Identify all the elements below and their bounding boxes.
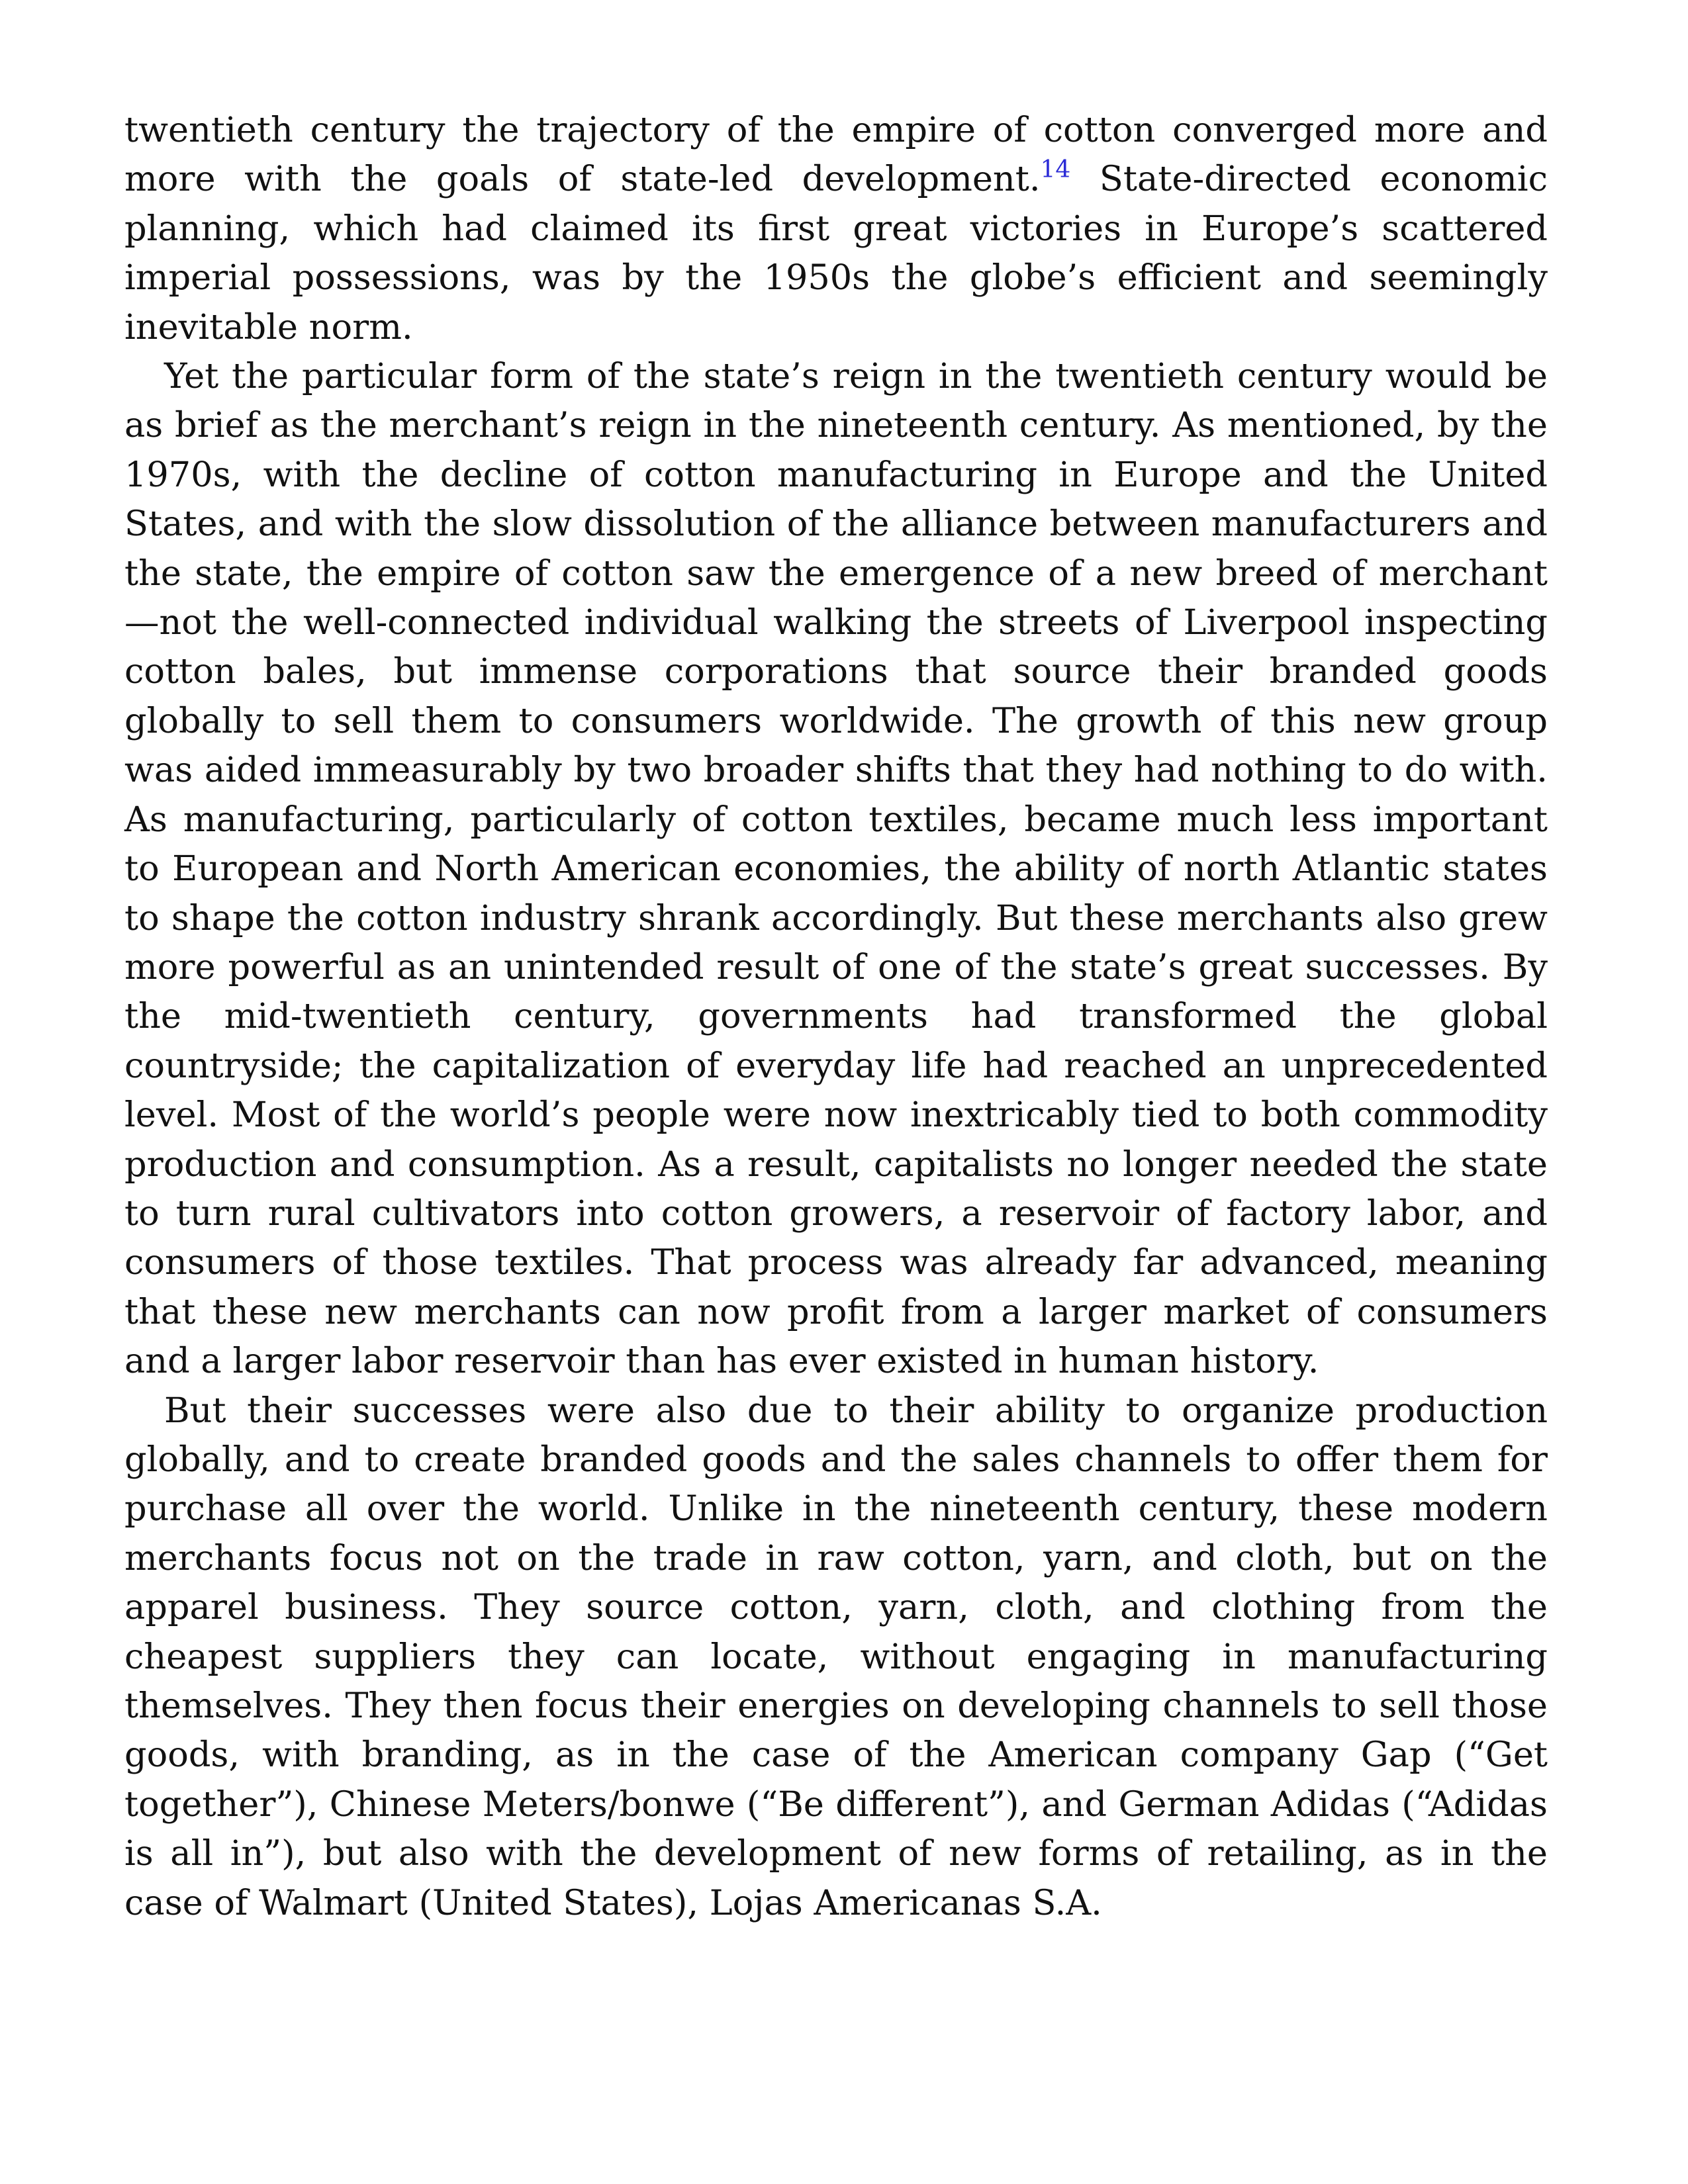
paragraph-1-text-before: twentieth century the trajectory of the empire of cotton converged more and more with the goals of state-led development. — [124, 110, 1548, 200]
page-body — [124, 106, 1548, 1928]
paragraph-1-text-after: State-directed economic planning, which had claimed its first great victories in Europe’s scattered imperial possessions, was by the 1950s the globe’s efficient and seemingly inevitable norm. — [124, 159, 1548, 347]
paragraph-1 — [124, 106, 1548, 352]
footnote-link-14[interactable]: 14 — [1040, 156, 1071, 184]
paragraph-3: But their successes were also due to their ability to organize production globally, and to create branded goods and the sales channels to offer them for purchase all over the world. Unlike in the nineteenth century, these modern merchants focus not on the trade in raw cotton, yarn, and cloth, but on the apparel business. They source cotton, yarn, cloth, and clothing from the cheapest suppliers they can locate, without engaging in manufacturing themselves. They then focus their energies on developing channels to sell those goods, with branding, as in the case of the American company Gap (“Get together”), Chinese Meters/bonwe (“Be different”), and German Adidas (“Adidas is all in”), but also with the development of new forms of retailing, as in the case of Walmart (United States), Lojas Americanas S.A. — [124, 1390, 1548, 1923]
paragraph-2: Yet the particular form of the state’s reign in the twentieth century would be as brief as the merchant’s reign in the nineteenth century. As mentioned, by the 1970s, with the decline of cotton manufacturing in Europe and the United States, and with the slow dissolution of the alliance between manufacturers and the state, the empire of cotton saw the emergence of a new breed of merchant—not the well-connected individual walking the streets of Liverpool inspecting cotton bales, but immense corporations that source their branded goods globally to sell them to consumers worldwide. The growth of this new group was aided immeasurably by two broader shifts that they had nothing to do with. As manufacturing, particularly of cotton textiles, became much less important to European and North American economies, the ability of north Atlantic states to shape the cotton industry shrank accordingly. But these merchants also grew more powerful as an unintended result of one of the state’s great successes. By the mid-twentieth century, governments had transformed the global countryside; the capitalization of everyday life had reached an unprecedented level. Most of the world’s people were now inextricably tied to both commodity production and consumption. As a result, capitalists no longer needed the state to turn rural cultivators into cotton growers, a reservoir of factory labor, and consumers of those textiles. That process was already far advanced, meaning that these new merchants can now profit from a larger market of consumers and a larger labor reservoir than has ever existed in human history. — [124, 356, 1548, 1382]
